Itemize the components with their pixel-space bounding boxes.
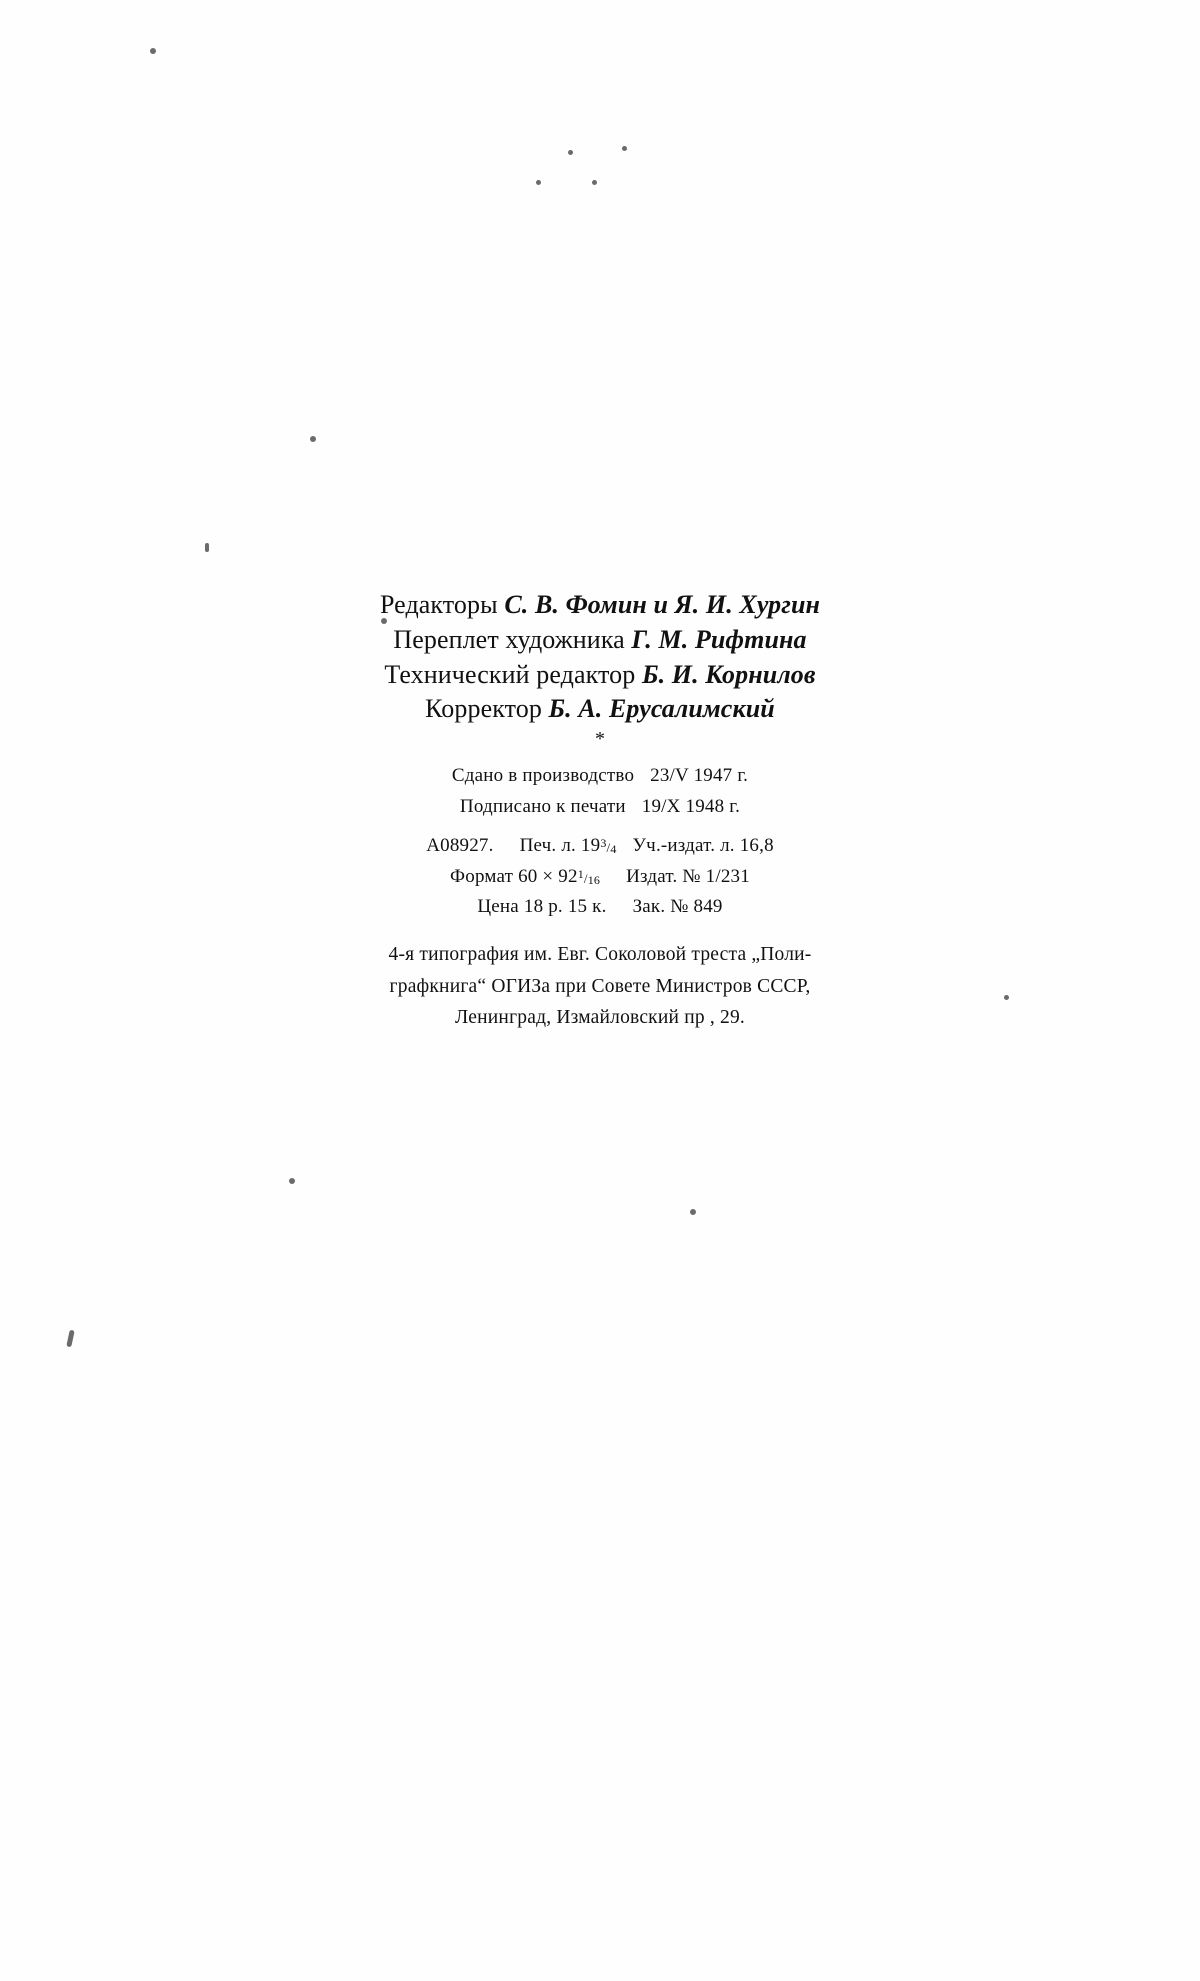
staff-credits [270, 588, 930, 727]
colophon-block [0, 588, 1200, 1034]
speck [592, 180, 597, 185]
speck [66, 1330, 74, 1348]
imprint-line-3: Ленинград, Измайловский пр , 29. [455, 1007, 745, 1029]
print-sheets-value: 19 [580, 834, 601, 856]
speck [690, 1209, 696, 1215]
editors-names: С. В. Фомин и Я. И. Хургин [504, 590, 821, 619]
speck [289, 1178, 295, 1184]
technical-editor-label: Технический редактор [384, 659, 636, 689]
account-sheets-label: Уч.-издат. л. [632, 834, 735, 856]
proofreader-name: Б. А. Ерусалимский [548, 694, 775, 724]
publisher-number-label: Издат. № [626, 865, 701, 887]
imprint-line-1: 4-я типография им. Евг. Соколовой треста „Поли- [388, 944, 812, 966]
account-sheets-value: 16,8 [739, 834, 774, 856]
price-order-line [290, 892, 910, 923]
cover-artist-name: Г. М. Рифтина [631, 624, 807, 654]
format-label: Формат [450, 865, 514, 887]
price-value: 18 р. 15 к. [523, 896, 607, 918]
speck [150, 48, 156, 54]
edition-code: А08927. [426, 834, 494, 856]
format-frac-den: 16 [587, 872, 601, 887]
sheets-line [290, 831, 910, 862]
speck [622, 146, 627, 151]
printing-house-imprint [250, 939, 950, 1034]
print-sheets-frac-den: 4 [610, 841, 617, 856]
speck [205, 543, 209, 552]
speck [568, 150, 573, 155]
format-fraction: $^1/_{16}$ [577, 866, 601, 887]
submitted-label: Сдано в производство [451, 765, 635, 787]
cover-artist-line [270, 623, 930, 658]
signed-date: 19/X 1948 г. [641, 796, 741, 818]
format-value: 60 × 92 [518, 865, 578, 887]
publisher-number-value: 1/231 [705, 865, 750, 887]
order-value: 849 [693, 896, 723, 918]
production-data [290, 761, 910, 923]
technical-editor-line [270, 658, 930, 693]
technical-editor-name: Б. И. Корнилов [641, 659, 816, 689]
editors-line [270, 588, 930, 623]
print-sheets-frac-num: 3 [600, 835, 607, 850]
editors-label: Редакторы [379, 590, 498, 619]
signed-label: Подписано к печати [459, 796, 626, 818]
cover-artist-label: Переплет художника [393, 624, 625, 654]
imprint-line-2: графкнига“ ОГИЗа при Совете Министров СССР, [389, 975, 811, 997]
format-line [290, 862, 910, 893]
print-sheets-fraction: $^3/_4$ [600, 835, 617, 856]
order-label: Зак. № [632, 896, 689, 918]
proofreader-line [270, 692, 930, 727]
separator-asterisk: * [595, 728, 605, 751]
submitted-date: 23/V 1947 г. [650, 765, 749, 787]
submitted-line [290, 761, 910, 792]
price-label: Цена [477, 896, 519, 918]
signed-line [290, 792, 910, 823]
proofreader-label: Корректор [425, 694, 542, 724]
speck [310, 436, 316, 442]
format-frac-num: 1 [577, 866, 584, 881]
print-sheets-label: Печ. л. [519, 834, 576, 856]
speck [536, 180, 541, 185]
